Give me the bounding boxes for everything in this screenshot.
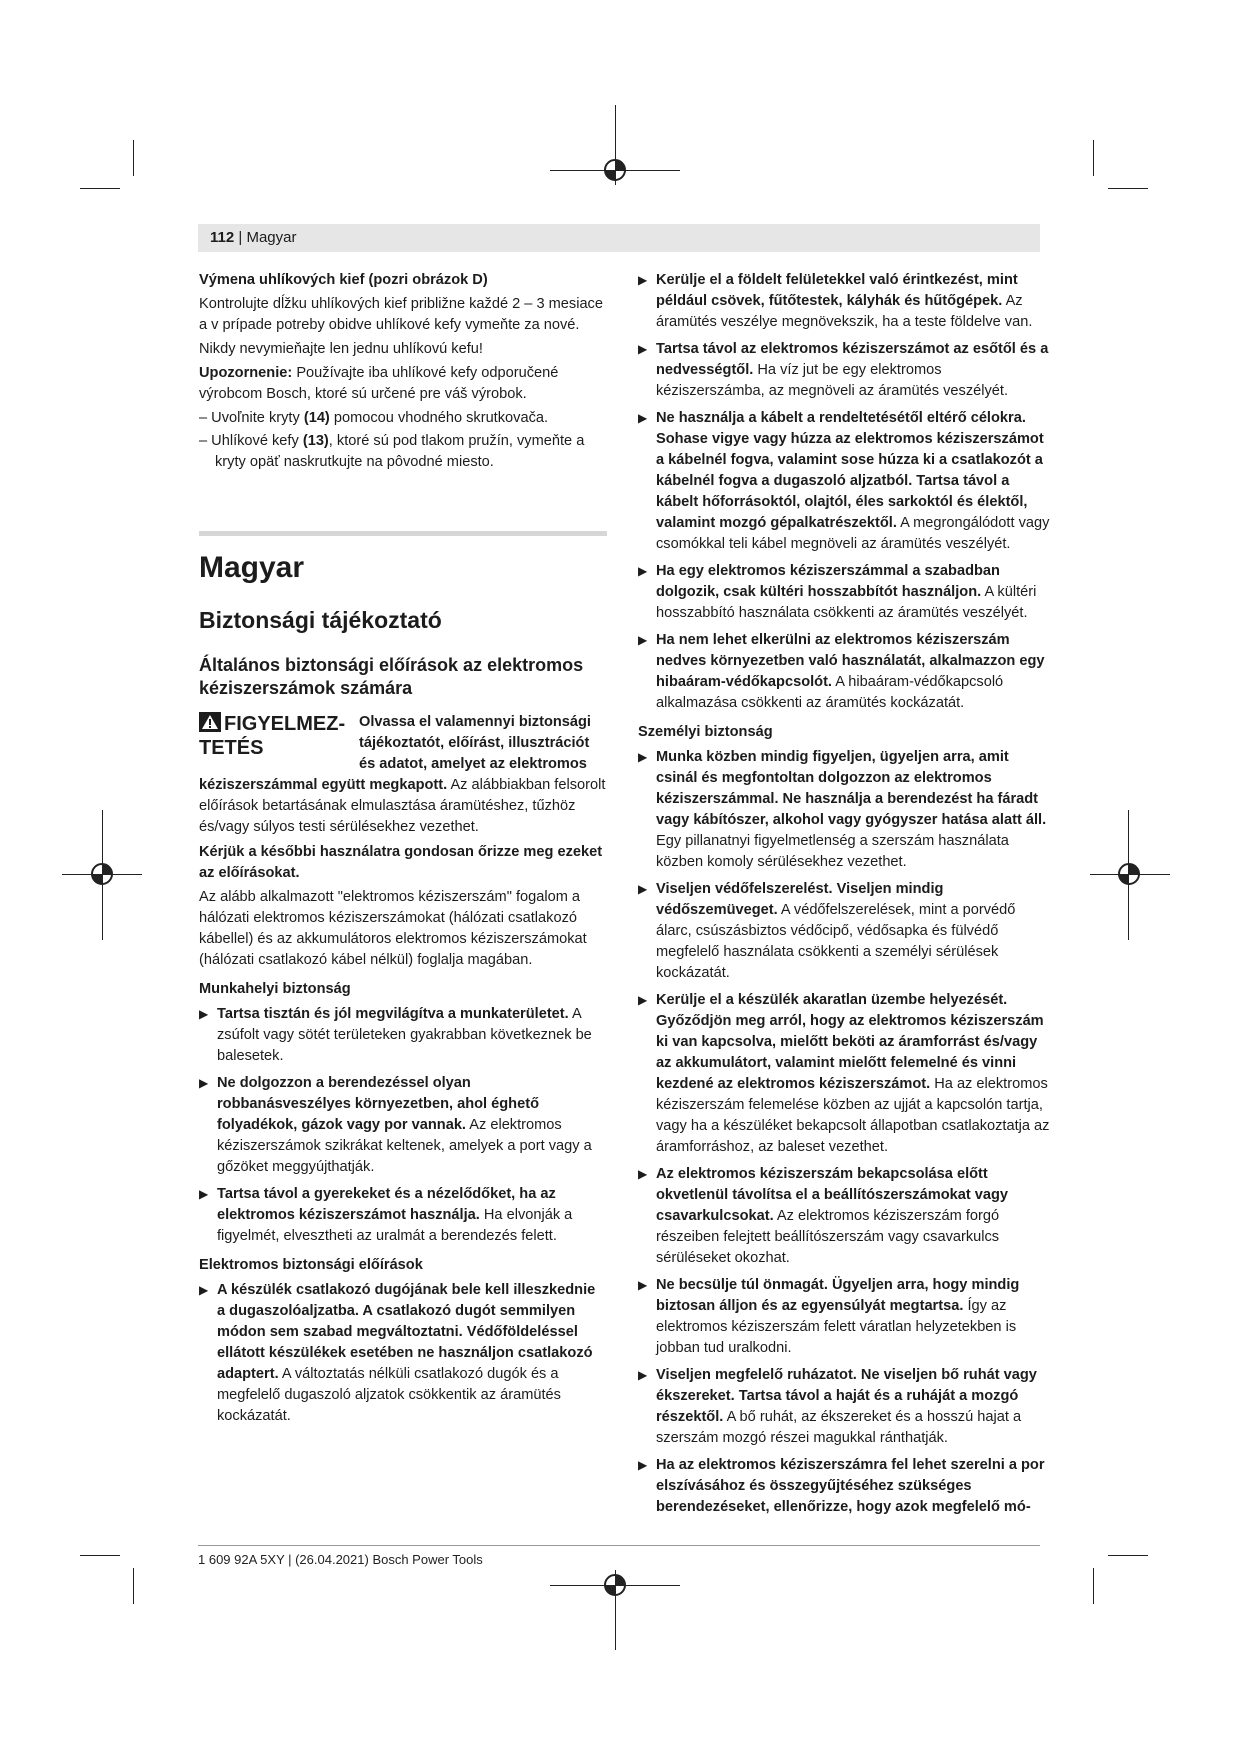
dash-text: – Uvoľnite kryty <box>199 410 300 426</box>
bullet-bold: Ha egy elektromos kéziszerszámmal a szabadban dolgozik, csak kültéri hosszabbítót használjon. <box>656 563 1000 600</box>
paragraph: Kontrolujte dĺžku uhlíkových kief približne každé 2 – 3 mesiace a v prípade potreby obidve uhlíkové kefy vymeňte za nové. <box>199 296 603 333</box>
crop-mark <box>80 188 120 189</box>
bullet-bold: Tartsa távol a gyerekeket és a nézelődőket, ha az elektromos kéziszerszámot használja. <box>217 1186 556 1223</box>
note-label: Upozornenie: <box>199 365 293 381</box>
subsection-title: Munkahelyi biztonság <box>199 981 351 997</box>
bullet-text: Az elektromos kéziszerszám forgó részeiben felejtett beállítószerszám vagy csavarkulcs sérüléseket okozhat. <box>656 1208 1000 1266</box>
bullet-text: Egy pillanatnyi figyelmetlenség a szerszám használata közben komoly sérülésekhez vezethet. <box>656 833 1009 870</box>
registration-target-icon <box>88 860 116 888</box>
bullet-icon: ▶ <box>638 993 648 1007</box>
footer-rule <box>198 1545 1040 1546</box>
term-definition: Az alább alkalmazott "elektromos kéziszerszám" fogalom a hálózati elektromos kéziszerszámokat (hálózati csatlakozó kábellel) és az akkumulátoros elektromos kéziszerszámokat (hálózati csatlakozó kábel nélkül) foglalja magában. <box>199 889 587 968</box>
bullet-text: A védőfelszerelések, mint a porvédő álarc, csúszásbiztos védőcipő, védősapka és fülvédő megfelelő használata csökkenti a személyi sérülések kockázatát. <box>656 902 1016 981</box>
bullet-item <box>638 561 1052 624</box>
language-heading: Magyar <box>199 551 305 584</box>
registration-target-icon <box>601 156 629 184</box>
bullet-bold: Viseljen védőfelszerelést. Viseljen mindig védőszemüveget. <box>656 881 944 918</box>
bullet-item <box>638 879 1052 984</box>
crop-mark <box>1108 188 1148 189</box>
bullet-bold: Ne dolgozzon a berendezéssel olyan robbanásveszélyes környezetben, ahol éghető folyadékok, gázok vagy por vannak. <box>217 1075 539 1133</box>
note-paragraph <box>199 363 607 405</box>
bullet-icon: ▶ <box>199 1187 209 1201</box>
subsection-title: Elektromos biztonsági előírások <box>199 1257 423 1273</box>
bullet-text: Az áramütés veszélye megnövekszik, ha a teste földelve van. <box>656 293 1033 330</box>
warning-triangle-icon <box>199 712 221 732</box>
bullet-icon: ▶ <box>638 1368 648 1382</box>
bullet-bold: Tartsa tisztán és jól megvilágítva a munkaterületet. <box>217 1006 569 1022</box>
bullet-text: Ha az elektromos kéziszerszám felemelése közben az ujját a kapcsolón tartja, vagy ha a készüléket bekapcsolt állapotban csatlakoztatja az áramforráshoz, az baleset vezethet. <box>656 1076 1050 1155</box>
bullet-icon: ▶ <box>638 1278 648 1292</box>
bullet-item <box>199 1004 607 1067</box>
crop-mark <box>80 1555 120 1556</box>
left-column <box>199 270 607 1433</box>
bullet-bold: Kerülje el a készülék akaratlan üzembe helyezését. Győződjön meg arról, hogy az elektromos kéziszerszám ki van kapcsolva, mielőtt beköti az áramforrást és/vagy az akkumulátort, valamint mielőtt felemelné és vinni kezdené az elektromos kéziszerszámot. <box>656 992 1044 1092</box>
warning-label <box>199 712 349 760</box>
bullet-icon: ▶ <box>638 882 648 896</box>
bullet-icon: ▶ <box>638 1458 648 1472</box>
bullet-item <box>199 1280 607 1427</box>
bullet-bold: Kerülje el a földelt felületekkel való érintkezést, mint például csövek, fűtőtestek, kályhák és hűtőgépek. <box>656 272 1018 309</box>
bullet-icon: ▶ <box>638 564 648 578</box>
bullet-item <box>199 1073 607 1178</box>
bullet-bold: Ha nem lehet elkerülni az elektromos kéziszerszám nedves környezetben való használatát, alkalmazzon egy hibaáram-védőkapcsolót. <box>656 632 1045 690</box>
dash-item <box>199 431 607 473</box>
bullet-bold: Ne használja a kábelt a rendeltetésétől eltérő célokra. Sohase vigye vagy húzza az elektromos kéziszerszámot a kábelnél fogva, valamint sose húzza ki a csatlakozót a kábelnél fogva a dugaszoló aljzatból. Tartsa távol a kábelt hőforrásoktól, olajtól, éles sarkoktól és élektől, valamint mozgó gépalkatrészektől. <box>656 410 1044 531</box>
bullet-icon: ▶ <box>199 1076 209 1090</box>
crop-mark <box>1093 1568 1094 1604</box>
bullet-icon: ▶ <box>199 1283 209 1297</box>
bullet-bold: Az elektromos kéziszerszám bekapcsolása előtt okvetlenül távolítsa el a beállítószerszámokat vagy csavarkulcsokat. <box>656 1166 1009 1224</box>
bullet-text: A kültéri hosszabbító használata csökkenti az áramütés veszélyét. <box>656 584 1037 621</box>
bullet-item <box>638 1164 1052 1269</box>
bullet-item <box>199 1184 607 1247</box>
bullet-bold: Viseljen megfelelő ruházatot. Ne viseljen bő ruhát vagy ékszereket. Tartsa távol a haját és a ruháját a mozgó részektől. <box>656 1367 1037 1425</box>
bullet-text: A hibaáram-védőkapcsoló alkalmazása csökkenti az áramütés kockázatát. <box>656 674 1004 711</box>
header-separator: | <box>238 229 243 246</box>
paragraph: Nikdy nevymieňajte len jednu uhlíkovú kefu! <box>199 341 483 357</box>
chapter-heading: Biztonsági tájékoztató <box>199 607 442 633</box>
bullet-icon: ▶ <box>638 342 648 356</box>
bullet-item <box>638 1365 1052 1449</box>
bullet-item <box>638 1275 1052 1359</box>
bullet-item <box>638 270 1052 333</box>
bullet-icon: ▶ <box>199 1007 209 1021</box>
bullet-item <box>638 1455 1052 1518</box>
bullet-text: Ha elvonják a figyelmét, elvesztheti az uralmát a berendezés felett. <box>217 1207 573 1244</box>
registration-target-icon <box>601 1571 629 1599</box>
keep-instructions: Kérjük a későbbi használatra gondosan őrizze meg ezeket az előírásokat. <box>199 844 603 881</box>
note-text: Používajte iba uhlíkové kefy odporučené výrobcom Bosch, ktoré sú určené pre váš výrobok. <box>199 365 559 402</box>
bullet-item <box>638 339 1052 402</box>
bullet-text: Ha víz jut be egy elektromos kéziszerszámba, az megnöveli az áramütés veszélyét. <box>656 362 1009 399</box>
part-ref: (13) <box>302 433 329 449</box>
subsection-title: Személyi biztonság <box>638 724 773 740</box>
bullet-text: Így az elektromos kéziszerszám felett váratlan helyzetekben is jobban tud uralkodni. <box>656 1298 1017 1356</box>
bullet-text: Az elektromos kéziszerszámok szikrákat keltenek, amelyek a port vagy a gőzöket meggyújthatják. <box>217 1117 592 1175</box>
bullet-icon: ▶ <box>638 633 648 647</box>
bullet-bold: A készülék csatlakozó dugójának bele kell illeszkednie a dugaszolóaljzatba. A csatlakozó dugót semmilyen módon sem szabad megváltoztatni. Védőföldeléssel ellátott készülékek esetében ne használjon csatlakozó adaptert. <box>217 1282 596 1382</box>
bullet-bold: Ne becsülje túl önmagát. Ügyeljen arra, hogy mindig biztosan álljon és az egyensúlyát megtartsa. <box>656 1277 1020 1314</box>
bullet-text: A változtatás nélküli csatlakozó dugók és a megfelelő dugaszoló aljzatok csökkentik az áramütés kockázatát. <box>217 1366 561 1424</box>
section-title: Výmena uhlíkových kief (pozri obrázok D) <box>199 272 488 288</box>
bullet-bold: Ha az elektromos kéziszerszámra fel lehet szerelni a por elszívásához és összegyűjtéséhez szükséges berendezéseket, ellenőrizze, hogy azok megfelelő mó- <box>656 1457 1045 1515</box>
section-divider <box>199 531 607 536</box>
page-header <box>198 224 1040 252</box>
warning-bold: Olvassa el valamennyi biztonsági tájékoztatót, előírást, illusztrációt és adatot, amelyet az elektromos kéziszerszámmal együtt megkapott. <box>199 714 591 793</box>
bullet-text: A bő ruhát, az ékszereket és a hosszú hajat a szerszám mozgó részei magukkal ránthatják. <box>656 1409 1022 1446</box>
warning-plain: Az alábbiakban felsorolt előírások betartásának elmulasztása áramütéshez, tűzhöz és/vagy súlyos testi sérülésekhez vezethet. <box>199 777 606 835</box>
bullet-item <box>638 990 1052 1158</box>
page-number: 112 <box>210 229 235 246</box>
dash-text: – Uhlíkové kefy <box>199 433 299 449</box>
bullet-item <box>638 408 1052 555</box>
bullet-item <box>638 630 1052 714</box>
work-safety-list <box>199 1004 607 1247</box>
warning-label-text: FIGYELMEZ-TETÉS <box>199 713 346 759</box>
bullet-icon: ▶ <box>638 1167 648 1181</box>
section-heading: Általános biztonsági előírások az elektromos kéziszerszámok számára <box>199 655 584 698</box>
bullet-text: A megrongálódott vagy csomókkal teli kábel megnöveli az áramütés veszélyét. <box>656 515 1050 552</box>
crop-mark <box>133 1568 134 1604</box>
warning-block <box>199 712 607 838</box>
header-language: Magyar <box>246 229 297 246</box>
registration-target-icon <box>1115 860 1143 888</box>
bullet-icon: ▶ <box>638 273 648 287</box>
page-footer: 1 609 92A 5XY | (26.04.2021) Bosch Power Tools <box>198 1552 483 1567</box>
dash-item <box>199 408 607 429</box>
bullet-icon: ▶ <box>638 750 648 764</box>
crop-mark <box>1093 140 1094 176</box>
part-ref: (14) <box>303 410 330 426</box>
crop-mark <box>1108 1555 1148 1556</box>
crop-mark <box>133 140 134 176</box>
bullet-bold: Tartsa távol az elektromos kéziszerszámot az esőtől és a nedvességtől. <box>656 341 1049 378</box>
dash-text: pomocou vhodného skrutkovača. <box>333 410 549 426</box>
dash-text: , ktoré sú pod tlakom pružín, vymeňte a kryty opäť naskrutkujte na pôvodné miesto. <box>215 433 585 470</box>
bullet-text: A zsúfolt vagy sötét területeken gyakrabban következnek be balesetek. <box>217 1006 592 1064</box>
bullet-icon: ▶ <box>638 411 648 425</box>
right-column <box>638 270 1052 1524</box>
bullet-item <box>638 747 1052 873</box>
bullet-bold: Munka közben mindig figyeljen, ügyeljen arra, amit csinál és megfontoltan dolgozzon az elektromos kéziszerszámmal. Ne használja a berendezést ha fáradt vagy kábítószer, alkohol vagy gyógyszer hatása alatt áll. <box>656 749 1047 828</box>
